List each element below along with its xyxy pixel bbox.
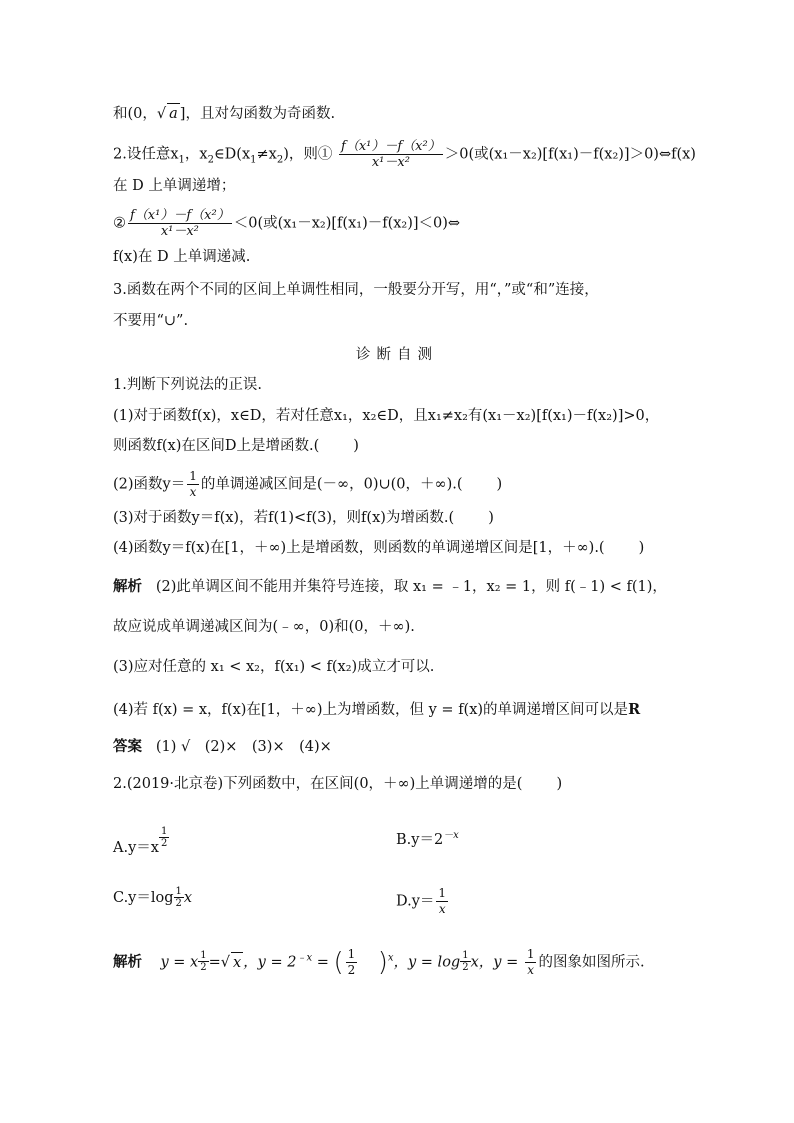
exponent-fraction	[159, 826, 169, 849]
sqrt-term: x	[231, 952, 243, 973]
fraction-denominator: 2	[175, 898, 182, 909]
analysis-line-2: 故应说成单调递减区间为(﹣∞，0)和(0，＋∞).	[113, 619, 415, 635]
text: 的图象如图所示.	[538, 954, 645, 971]
question-2-stem	[113, 774, 562, 794]
fraction-denominator: x	[436, 901, 448, 917]
option-a[interactable]	[113, 826, 171, 858]
question-1-item-1-cont	[113, 436, 359, 456]
text: B.y＝2	[396, 831, 444, 848]
fraction-denominator: 2	[200, 962, 207, 974]
fraction-denominator: x	[525, 962, 537, 978]
fraction-numerator: 1	[438, 886, 447, 900]
text: ，y = log	[393, 954, 461, 971]
text: )	[488, 510, 494, 526]
text: (2)函数y＝	[113, 476, 186, 493]
analysis-line-3: (3)应对任意的 x₁ < x₂，f(x₁) < f(x₂)成立才可以.	[113, 659, 435, 675]
text: ＞0(或(x₁－x₂)[f(x₁)－f(x₂)]＞0)⇔f(x)	[444, 146, 696, 163]
text: R	[628, 701, 641, 718]
left-paren-glyph: (	[333, 947, 344, 978]
fraction-denominator: x¹－x²	[128, 223, 232, 239]
question-1-item-2	[113, 469, 502, 500]
text: )	[496, 476, 503, 493]
fraction-numerator: 1	[347, 947, 356, 961]
analysis-label: 解析	[113, 953, 142, 971]
fraction-numerator: 1	[462, 950, 469, 962]
question-1-item-3	[113, 508, 494, 528]
fraction	[346, 947, 358, 978]
analysis-line-4	[113, 700, 640, 720]
text-line-7: 不要用“∪”.	[113, 313, 189, 329]
text: 则函数f(x)在区间D上是增函数.(	[113, 438, 320, 454]
exponent: x	[387, 952, 394, 964]
text-line-1: 和(0，√ a ]，且对勾函数为奇函数.	[113, 103, 335, 124]
answer-line	[113, 737, 332, 757]
fraction	[436, 886, 448, 917]
analysis-line-1	[113, 577, 667, 597]
analysis-label: 解析	[113, 578, 142, 595]
exponent: －x	[443, 830, 459, 841]
text: 和(0，	[113, 106, 157, 122]
fraction	[187, 469, 199, 500]
log-base-fraction	[460, 950, 470, 973]
fraction-numerator: 1	[189, 469, 197, 483]
text: )	[353, 438, 359, 454]
fraction-denominator: 2	[347, 963, 356, 977]
text-line-6: 3.函数在两个不同的区间上单调性相同，一般要分开写，用“，”或“和”连接，	[113, 282, 599, 298]
text-line-2: 2.设任意$x_1$，$x_2\in D(x_1\ne x_2)$，则① $\frac{\text{f（x¹）－f（x²）}}{\text{x¹－x²}}$ ＞0(或(x₁－x₂)[f(x₁)－f(x₂)]＞0)⇔f(x)	[113, 139, 696, 170]
answer-text: (1) √ (2)× (3)× (4)×	[155, 739, 332, 755]
text: (2)此单调区间不能用并集符号连接，取 x₁ = ﹣1，x₂ = 1，则 f(﹣1) < f(1)，	[155, 579, 667, 595]
exponent: ﹣x	[296, 952, 313, 964]
fraction-numerator: 1	[200, 950, 207, 962]
fraction-numerator: f（x¹）－f（x²）	[341, 139, 441, 154]
option-b[interactable]	[396, 826, 459, 850]
question-1-item-4	[113, 538, 644, 558]
text: ②	[113, 215, 126, 232]
fraction	[525, 947, 537, 978]
text: )	[556, 776, 563, 792]
text: C.y＝log	[113, 890, 174, 907]
text: ≠x	[256, 146, 277, 163]
text: (3)对于函数y＝f(x)，若f(1)<f(3)，则f(x)为增函数.(	[113, 510, 455, 526]
fraction-denominator: 2	[160, 838, 168, 849]
difference-quotient-fraction	[339, 139, 443, 170]
fraction-denominator: x¹－x²	[339, 154, 443, 170]
fraction-numerator: 1	[175, 886, 182, 897]
answer-label: 答案	[113, 738, 142, 755]
option-c[interactable]	[113, 886, 192, 909]
text-line-3: 在 D 上单调递增；	[113, 178, 236, 194]
text: 2.设任意x	[113, 146, 179, 163]
text: ，x	[184, 146, 208, 163]
question-1-item-1: (1)对于函数f(x)，x∈D，若对任意x₁，x₂∈D，且x₁≠x₂有(x₁－x₂)[f(x₁)－f(x₂)]>0，	[113, 408, 660, 424]
option-d[interactable]	[396, 886, 450, 917]
text: y = x	[160, 954, 199, 971]
log-base-fraction	[174, 886, 184, 909]
text: ∈D(x	[213, 146, 251, 163]
question-1-stem: 1.判断下列说法的正误.	[113, 377, 262, 393]
fraction-numerator: 1	[526, 947, 535, 961]
text: =	[208, 954, 221, 971]
fraction-denominator: 2	[462, 962, 469, 974]
exponent-fraction	[198, 950, 208, 973]
text: D.y＝	[396, 893, 435, 910]
text: ]，且对勾函数为奇函数.	[179, 106, 336, 122]
section-heading: 诊断自测	[356, 347, 438, 363]
fraction-numerator: f（x¹）－f（x²）	[130, 208, 230, 223]
text: ，y = 2	[243, 954, 297, 971]
text: )，则①	[283, 146, 333, 163]
analysis-2-line: 解析 y = x $\frac{1}{2}$ =√ x ，$y = 2^{﹣x}$ = ( $\frac{1}{2}$ )$^x$，y = log $\frac{1}{2}$ x，y = $\frac{1}{x}$ 的图象如图所示.	[113, 947, 645, 978]
text: x	[183, 890, 193, 907]
text-line-4	[113, 208, 460, 239]
difference-quotient-fraction	[128, 208, 232, 239]
text: ＜0(或(x₁－x₂)[f(x₁)－f(x₂)]＜0)⇔	[233, 215, 461, 232]
fraction-numerator: 1	[160, 826, 168, 837]
right-paren-glyph: )	[377, 947, 388, 978]
text: 2.(2019·北京卷)下列函数中，在区间(0，＋∞)上单调递增的是(	[113, 776, 523, 792]
text: (4)函数y＝f(x)在[1，＋∞)上是增函数，则函数的单调递增区间是[1，＋∞).(	[113, 540, 605, 556]
text: )	[638, 540, 645, 556]
text: 的单调递减区间是(－∞，0)∪(0，＋∞).(	[200, 476, 463, 493]
text-line-5: f(x)在 D 上单调递减.	[113, 249, 251, 265]
fraction-denominator: x	[187, 484, 199, 500]
text: (4)若 f(x) = x，f(x)在[1，＋∞)上为增函数，但 y = f(x)的单调递增区间可以是	[113, 702, 629, 718]
text: x，y =	[470, 954, 523, 971]
text: =	[312, 954, 334, 971]
text: A.y＝x	[113, 839, 159, 856]
sqrt-term: a	[167, 103, 180, 124]
